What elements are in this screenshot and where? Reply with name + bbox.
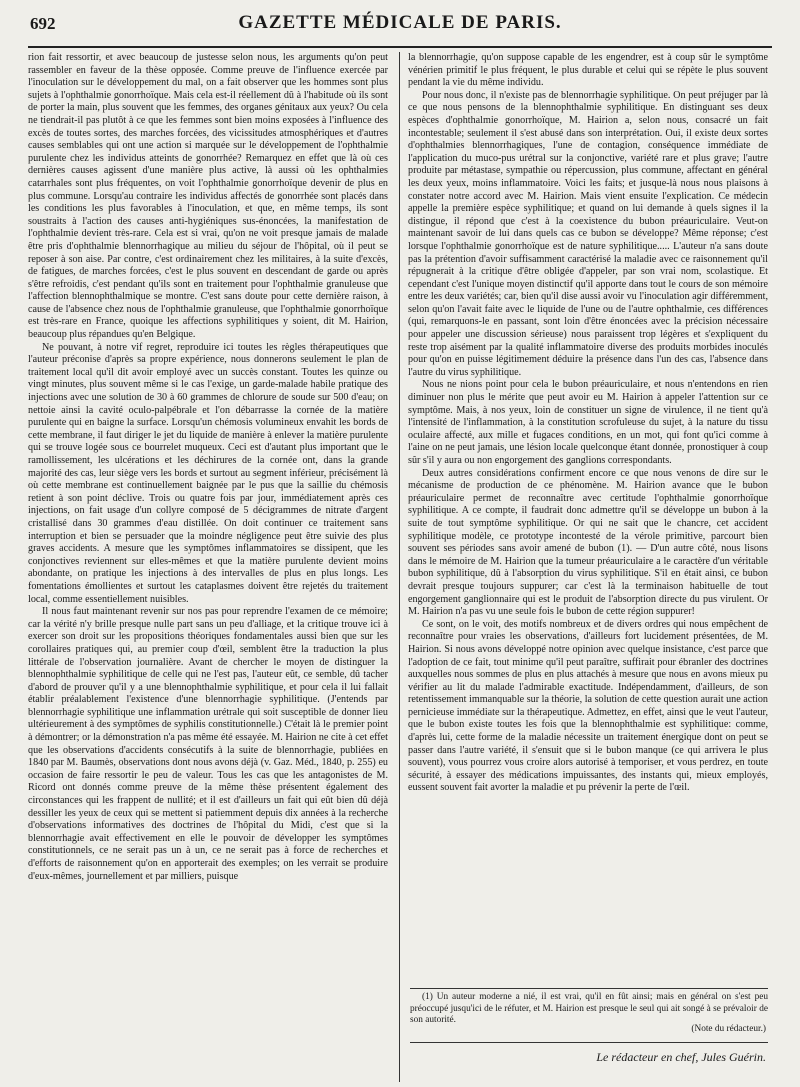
column-divider — [399, 52, 400, 1082]
right-column — [408, 52, 768, 992]
paragraph: Deux autres considérations confirment encore ce que nous venons de dire sur le mécanisme de production de ce phénomène. M. Hairion avance que le bubon préauriculaire permet de reconnaître avec certitude l'ophthalmie gonorrhoïque syphilitique. A ce compte, il faudrait donc admettre qu'il se développe un bubon à la suite de tout symptôme syphilitique. Or qui ne sait que le chancre, cet accident syphilitique modèle, ce prototype incontesté de la vérole primitive, parcourt bien souvent ses périodes sans avoir amené de bubon (1). — D'un autre côté, nous lisons dans le mémoire de M. Hairion que la tumeur préauriculaire a le caractère d'un véritable bubon syphilitique, dû à l'absorption du virus syphilitique. S'il en était ainsi, ce bubon devrait presque toujours suppurer; car c'est là la terminaison habituelle de tout engorgement ganglionnaire qui est le produit de l'absorption directe du pus virulent. Or M. Hairion n'a pas vu une seule fois le bubon de cette région suppurer! — [408, 467, 768, 618]
paragraph: Nous ne nions point pour cela le bubon préauriculaire, et nous n'entendons en rien diminuer non plus le mérite que peut avoir eu M. Hairion à appeler l'attention sur ce symptôme. Mais, à nos yeux, loin de constituer un signe de virulence, il ne tient qu'à l'intensité de l'inflammation, à la constitution scrofuleuse du sujet, à la nature du tissu oculaire affecté, aux mille et fugaces conditions, en un mot, qui font qu'ici comme à l'aine on ne peut jamais, une lésion locale quelconque étant donnée, pronostiquer à coup sûr s'il y aura ou non engorgement des ganglions correspondants. — [408, 379, 768, 466]
paragraph: Il nous faut maintenant revenir sur nos pas pour reprendre l'examen de ce mémoire; car la vérité n'y brille presque nulle part sans un peu d'alliage, et la critique trouve ici à exercer son droit sur les propositions théoriques fondamentales aussi bien que sur les corollaires pratiques qui, au premier coup d'œil, semblent être la traduction la plus littérale de l'observation journalière. Avant de chercher le moyen de distinguer la blennophthalmie syphilitique de celle qui ne l'est pas, l'auteur eût, ce semble, dû tacher d'abord de prouver qu'il y a une blennophthalmie syphilitique, et pour cela il lui fallait établir préalablement l'existence d'une blennorrhagie syphilitique. (J'entends par blennorrhagie syphilitique une inflammation urétrale qui soit susceptible de donner lieu ultérieurement à des symptômes de syphilis constitutionnelle.) C'était là le premier point à démontrer; or la démonstration n'a pas même été essayée. M. Hairion ne cite à cet effet que les observations d'accidents consécutifs à la suite de blennorrhagie, publiées en 1840 par M. Baumès, observations dont nous avons déjà (v. Gaz. Méd., 1840, p. 255) eu occasion de faire ressortir le peu de valeur. Tous les cas que les antagonistes de M. Ricord ont donnés comme preuve de la même thèse présentent également des circonstances qui les frappent de nullité; et il est d'ailleurs un fait qui eût bien dû déjà dessiller les yeux de ceux qui se mettent si patiemment depuis dix années à la recherche d'observations informatives des doctrines de l'hôpital du Midi, c'est que si la blennorrhagie avait effectivement en elle le pouvoir de développer les symptômes constitutionnels, ce ne serait pas un à un, ce ne serait pas à force de recherches et d'efforts de raisonnement qu'on en apporterait des exemples; on les verrait se produire d'eux-mêmes, journellement et par milliers, puisque — [28, 606, 388, 882]
footnote-rule — [410, 988, 768, 989]
paragraph: rion fait ressortir, et avec beaucoup de justesse selon nous, les arguments qu'on peut rassembler en faveur de la thèse opposée. Comme preuve de l'influence exercée par l'inoculation sur le développement du mal, on a fait observer que les hommes sont plus sujets à l'ophthalmie gonorrhoïque. Mais cela est-il réellement dû à l'habitude où ils sont de porter la main, plus souvent que les femmes, des organes génitaux aux yeux? Ou cela ne tiendrait-il pas plutôt à ce que les femmes sont bien moins exposées à l'influence des excès de toutes sortes, des marches forcées, des vicissitudes atmosphériques et d'autres causes semblables qui ont une action si marquée sur le développement de l'ophthalmie purulente chez les individus atteints de gonorrhée? Remarquez en effet que là où ces dernières causes agissent d'une manière plus active, là aussi où les ophthalmies catarrhales sont plus fréquentes, on voit l'ophthalmie gonorrhoïque devenir de plus en plus commune. Lorsqu'au contraire les individus affectés de gonorrhée sont placés dans les conditions les plus favorables à l'inoculation, et que, en même temps, ils sont soustraits à l'action des causes anti-hygiéniques sus-énoncées, la manifestation de l'ophthalmie devient très-rare. Cela est si vrai, qu'on ne voit presque jamais de malade être pris d'ophthalmie blennorrhagique au milieu du séjour de l'hôpital, où il peut se reposer à son aise. Par contre, c'est ordinairement chez les militaires, à la suite d'excès, de fatigues, de marches forcées, c'est le plus souvent en descendant de garde ou après s'être refroidis, c'est pendant qu'ils sont en traitement pour l'ophthalmie granuleuse que l'affection blennophthalmique se montre. C'est sans doute pour cette dernière raison, à cause de l'absence chez nous de l'ophthalmie granuleuse, que l'ophthalmie gonorrhoïque est très-rare en France, quoique les affections syphilitiques y soient, dit M. Hairion, beaucoup plus répandues qu'en Belgique. — [28, 52, 388, 341]
footnote — [410, 992, 768, 1027]
header-rule — [28, 46, 772, 48]
left-column — [28, 52, 388, 992]
paragraph: Ce sont, on le voit, des motifs nombreux et de divers ordres qui nous empêchent de reconnaître pour vraies les observations, d'ailleurs fort lucidement présentées, de M. Hairion. Si nous avons développé notre opinion avec quelque insistance, c'est parce que l'adoption de ce fait, tout minime qu'il peut paraître, suffirait pour ébranler des doctrines auxquelles nous sommes de plus en plus attachés à mesure que nous en avons mieux pu vérifier au lit du malade l'admirable exactitude. Indépendamment, d'ailleurs, de son retentissement immanquable sur la théorie, la solution de cette question aurait une action pernicieuse immédiate sur la thérapeutique. Admettez, en effet, ainsi que le veut l'auteur, que le bubon existe toutes les fois que la blennophthalmie est syphilitique: comme, d'après lui, cette forme de la maladie nécessite un traitement énergique dont on peut se passer dans l'autre variété, il s'ensuit que si le bubon manque (ce qui arrivera le plus souvent), vous pourrez vous croire alors autorisé à temporiser, et vous perdrez, en toute sécurité, à essayer des médications impuissantes, des instants qui, mieux employés, eussent souvent fait avorter la maladie et pu prévenir la perte de l'œil. — [408, 618, 768, 794]
footnote-text: (1) Un auteur moderne a nié, il est vrai, qu'il en fût ainsi; mais en général on s'est peu préoccupé jusqu'ici de le réfuter, et M. Hairion est presque le seul qui ait songé à se prévaloir de son autorité. — [410, 992, 768, 1025]
paragraph: la blennorrhagie, qu'on suppose capable de les engendrer, est à coup sûr le symptôme vénérien primitif le plus fréquent, le plus durable et celui qui se répète le plus souvent pendant la vie du même individu. — [408, 52, 768, 89]
paragraph: Pour nous donc, il n'existe pas de blennorrhagie syphilitique. On peut préjuger par là ce que nous pensons de la blennophthalmie syphilitique. En distinguant ses deux espèces d'ophthalmie gonorrhoïque, M. Hairion a, selon nous, consacré un fait incontestable; seulement il s'est abusé dans son interprétation. Oui, il existe deux sortes d'ophthalmies blennorrhagiques, l'une de contagion, conséquence immédiate de l'application du muco-pus urétral sur la conjonctive, variété rare et plus grave; l'autre produite par métastase, sympathie ou répercussion, plus commune, affectant en général les deux yeux, moins inflammatoire. Voici les faits; et jusque-là nous nous plaisons à constater notre accord avec M. Hairion. Mais vient ensuite l'explication. Ce médecin appelle la première espèce syphilitique; et quand on lui demande à quels signes il la distingue, il répond que c'est à la coexistence du bubon préauriculaire. Veut-on maintenant savoir de lui dans quels cas ce bubon se développe? Même réponse; c'est lorsque l'ophthalmie gonorrhoïque est de nature syphilitique..... L'auteur n'a sans doute pas la prétention d'avoir suffisamment caractérisé la maladie avec ce raisonnement qu'il répugnerait à la critique d'être obligée d'appeler, par son vrai nom, scolastique. Et cependant c'est l'unique moyen distinctif qu'il apporte dans tout le cours de son mémoire entre les deux variétés; car, bien qu'il dise aussi avoir vu l'inoculation agir différemment, selon qu'on l'avait faite avec le liquide de l'une ou de l'autre ophthalmie, ces différences (qui, remarquons-le en passant, sont loin d'être énoncées avec la précision nécessaire pour appeler une discussion sérieuse) nous paraissent trop légères et s'expliquent du reste trop aisément par la qualité inflammatoire diverse des produits morbides inoculés pour qu'on en puisse légitimement déduire la présence dans l'un des cas, l'absence dans l'autre du virus syphilitique. — [408, 89, 768, 378]
paragraph: Ne pouvant, à notre vif regret, reproduire ici toutes les règles thérapeutiques que l'auteur préconise d'après sa propre expérience, nous donnerons seulement le plan de traitement local qu'il dit avoir employé avec un succès constant. Toutes les quinze ou vingt minutes, plus souvent même si le cas l'exige, un garde-malade habile pratique des injections avec une solution de 30 à 60 grammes de chlorure de soude sur 500 d'eau; on nettoie ainsi la cavité oculo-palpébrale et l'on débarrasse la cornée de la matière purulente qui en baigne la surface. Lorsqu'un chémosis volumineux envahit les bords de cette membrane, il faut diriger le jet du liquide de manière à enlever la matière purulente qui se trouve logée sous ce bourrelet muqueux. Ceci est d'autant plus important que le ramollissement, les ulcérations et les déchirures de la cornée ont, dans la grande majorité des cas, leur siège vers les bords et surtout au segment inférieur, précisément là où cette membrane est continuellement baignée par le pus que la saillie du chémosis retient à son point déclive. Trois ou quatre fois par jour, immédiatement après ces injections, on fait usage d'un collyre composé de 5 décigrammes de nitrate d'argent cristallisé dans 30 grammes d'eau distillée. On doit continuer ce traitement sans interruption et bien se persuader que la moindre négligence peut être suivie des plus graves accidents. A mesure que les symptômes inflammatoires se dissipent, que les conjonctives reviennent sur elles-mêmes et que la matière purulente devient moins abondante, on pratique les injections à des intervalles de plus en plus longs. Les fomentations émollientes et surtout les cataplasmes doivent être rejetés du traitement local, comme essentiellement nuisibles. — [28, 341, 388, 605]
page-number: 692 — [30, 14, 56, 33]
article-columns — [28, 52, 772, 992]
bottom-rule — [410, 1042, 768, 1043]
note-signature: (Note du rédacteur.) — [691, 1024, 766, 1034]
journal-title: GAZETTE MÉDICALE DE PARIS. — [238, 12, 562, 33]
page-header — [30, 8, 770, 42]
editor-signature: Le rédacteur en chef, Jules Guérin. — [596, 1050, 766, 1064]
